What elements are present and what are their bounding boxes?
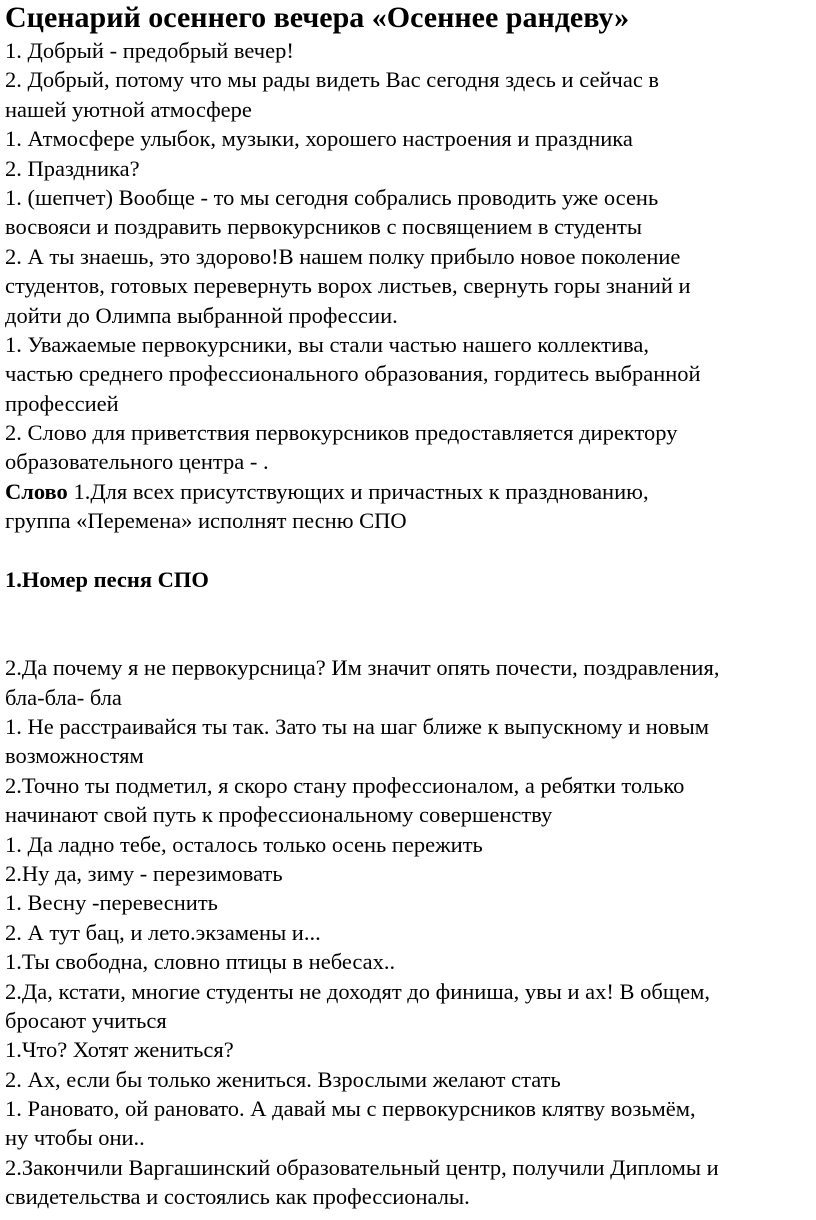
text-line: образовательного центра - . bbox=[5, 449, 269, 475]
text-line: 2.Точно ты подметил, я скоро стану профессионалом, а ребятки только bbox=[5, 772, 685, 798]
text-line: ну чтобы они.. bbox=[5, 1125, 145, 1151]
document-page bbox=[5, 0, 815, 1212]
text-line: 1. Добрый - предобрый вечер! bbox=[5, 38, 294, 63]
page-title: Сценарий осеннего вечера «Осеннее рандеву» bbox=[5, 1, 630, 34]
text-line: 1. Рановато, ой рановато. А давай мы с первокурсников клятву возьмём, bbox=[5, 1096, 696, 1122]
text-line: 1.Что? Хотят жениться? bbox=[5, 1037, 234, 1063]
text-line: 2. Добрый, потому что мы рады видеть Вас сегодня здесь и сейчас в bbox=[5, 67, 660, 93]
text-line: 1. Весну -перевеснить bbox=[5, 890, 218, 916]
slovo-line-2: группа «Перемена» исполнят песню СПО bbox=[5, 508, 407, 534]
slovo-line bbox=[5, 477, 815, 506]
blank-line bbox=[5, 536, 815, 565]
text-line: студентов, готовых перевернуть ворох листьев, свернуть горы знаний и bbox=[5, 273, 691, 299]
text-line: 2. Ах, если бы только жениться. Взрослыми желают стать bbox=[5, 1066, 561, 1092]
text-line: восвояси и поздравить первокурсников с посвящением в студенты bbox=[5, 214, 642, 240]
text-line: начинают свой путь к профессиональному совершенству bbox=[5, 802, 553, 828]
text-line: 2. А ты знаешь, это здорово!В нашем полку прибыло новое поколение bbox=[5, 243, 681, 269]
script-dialogue-part-2 bbox=[5, 653, 815, 1211]
text-line: 2. А тут бац, и лето.экзамены и... bbox=[5, 919, 321, 945]
text-line: 2.Да, кстати, многие студенты не доходят до финиша, увы и ах! В общем, bbox=[5, 978, 711, 1004]
blank-line bbox=[5, 594, 815, 623]
text-line: дойти до Олимпа выбранной профессии. bbox=[5, 302, 398, 328]
text-line: 1. Атмосфере улыбок, музыки, хорошего настроения и праздника bbox=[5, 126, 633, 152]
text-line: 1. Да ладно тебе, осталось только осень пережить bbox=[5, 831, 483, 857]
text-line: 2.Да почему я не первокурсница? Им значит опять почести, поздравления, bbox=[5, 655, 720, 681]
text-line: 2. Слово для приветствия первокурсников предоставляется директору bbox=[5, 420, 678, 446]
text-line: 1. Уважаемые первокурсники, вы стали частью нашего коллектива, bbox=[5, 331, 649, 357]
text-line: частью среднего профессионального образования, гордитесь выбранной bbox=[5, 361, 701, 387]
text-line: 1.Ты свободна, словно птицы в небесах.. bbox=[5, 949, 396, 975]
text-line: свидетельства и состоялись как профессионалы. bbox=[5, 1184, 470, 1210]
slovo-text: 1.Для всех присутствующих и причастных к празднованию, bbox=[67, 478, 649, 504]
script-dialogue-part-1 bbox=[5, 36, 815, 477]
text-line: нашей уютной атмосфере bbox=[5, 96, 252, 122]
text-line: возможностям bbox=[5, 743, 144, 769]
text-line: бла-бла- бла bbox=[5, 684, 122, 710]
text-line: бросают учиться bbox=[5, 1007, 167, 1033]
text-line: 2.Ну да, зиму - перезимовать bbox=[5, 860, 283, 886]
text-line: профессией bbox=[5, 390, 119, 416]
text-line: 2.Закончили Варгашинский образовательный центр, получили Дипломы и bbox=[5, 1154, 719, 1180]
text-line: 1. Не расстраивайся ты так. Зато ты на шаг ближе к выпускному и новым bbox=[5, 713, 710, 739]
blank-line bbox=[5, 624, 815, 653]
number-heading: 1.Номер песня СПО bbox=[5, 567, 209, 593]
slovo-label: Слово bbox=[5, 478, 68, 504]
text-line: 2. Праздника? bbox=[5, 155, 140, 181]
text-line: 1. (шепчет) Вообще - то мы сегодня собрались проводить уже осень bbox=[5, 184, 659, 210]
